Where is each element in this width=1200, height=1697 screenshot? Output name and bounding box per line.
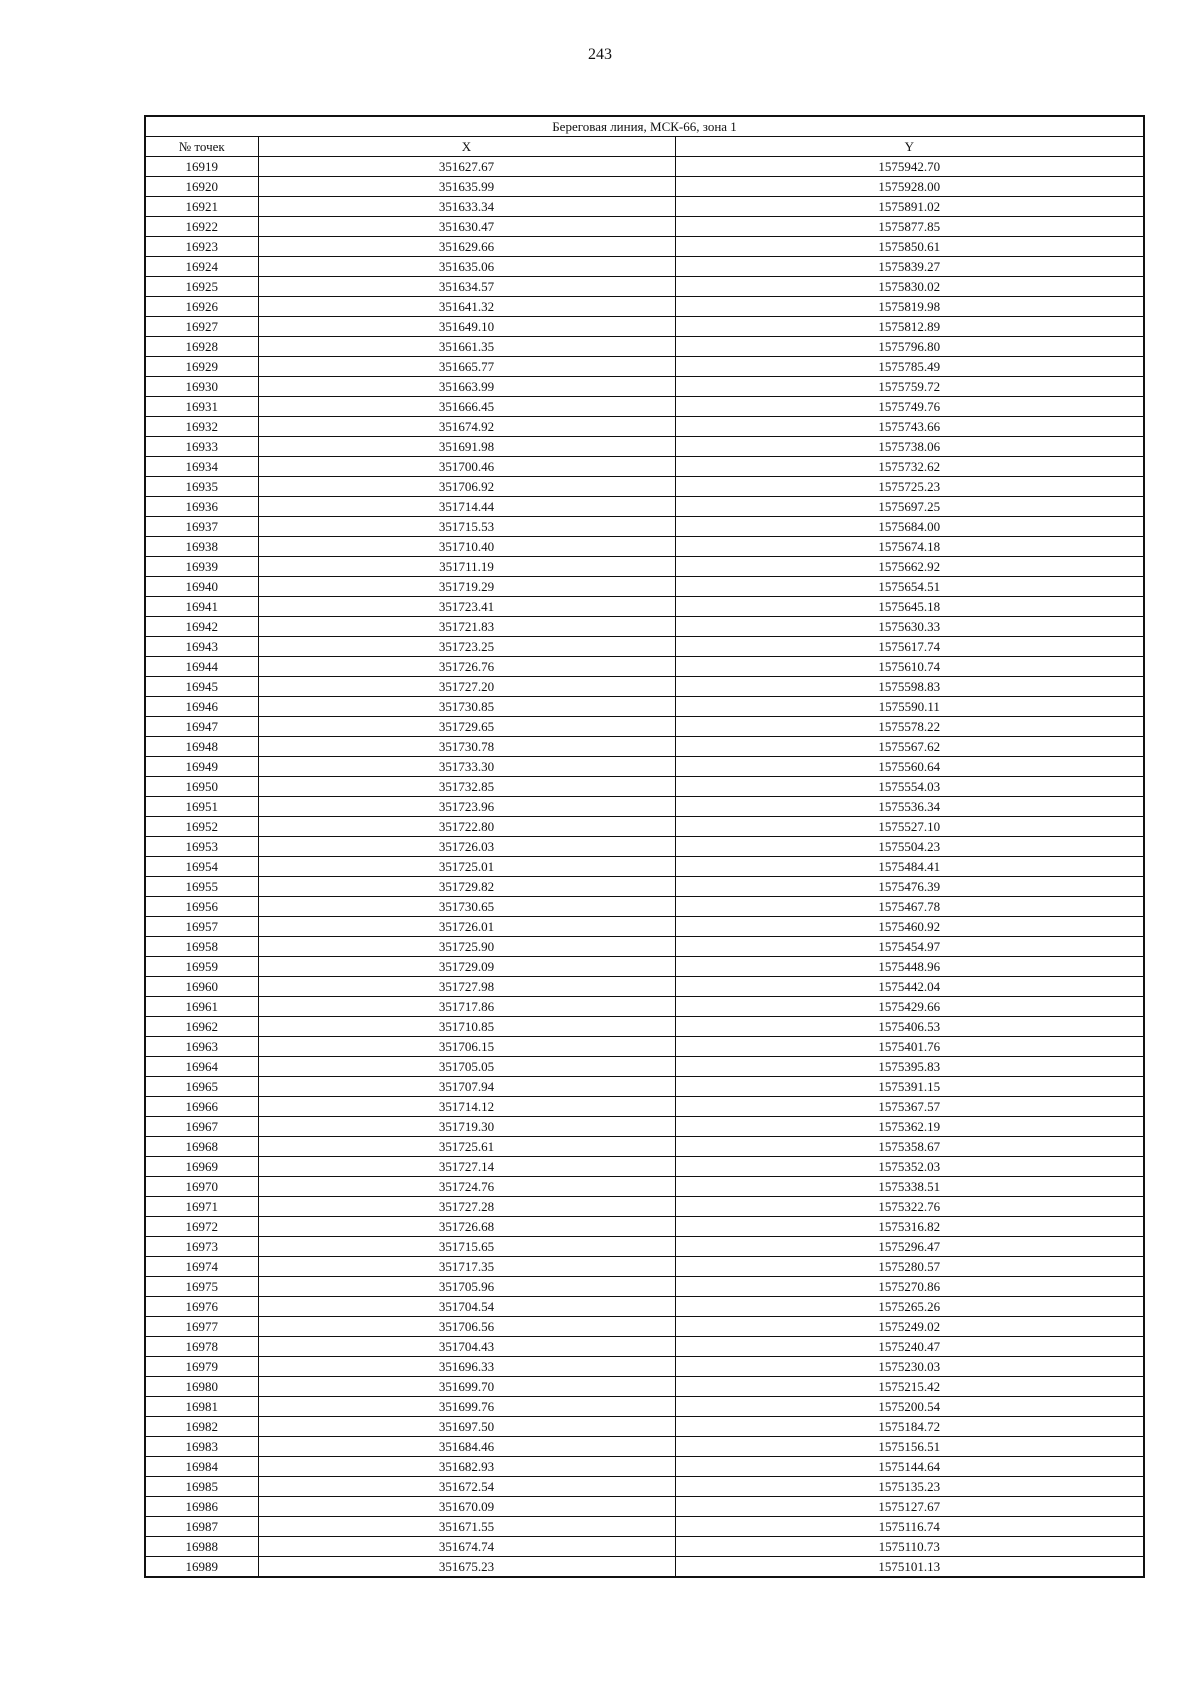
table-title: Береговая линия, МСК-66, зона 1 <box>145 116 1144 137</box>
x-coordinate-cell: 351704.43 <box>258 1337 675 1357</box>
point-number-cell: 16920 <box>145 177 258 197</box>
table-row <box>145 1197 1144 1217</box>
point-number-cell: 16988 <box>145 1537 258 1557</box>
y-coordinate-cell: 1575743.66 <box>675 417 1144 437</box>
table-row <box>145 997 1144 1017</box>
y-coordinate-cell: 1575249.02 <box>675 1317 1144 1337</box>
point-number-cell: 16970 <box>145 1177 258 1197</box>
table-row <box>145 1537 1144 1557</box>
y-coordinate-cell: 1575504.23 <box>675 837 1144 857</box>
table-row <box>145 1457 1144 1477</box>
table-header-row <box>145 137 1144 157</box>
table-row <box>145 1077 1144 1097</box>
point-number-cell: 16981 <box>145 1397 258 1417</box>
y-coordinate-cell: 1575839.27 <box>675 257 1144 277</box>
y-coordinate-cell: 1575891.02 <box>675 197 1144 217</box>
table-row <box>145 1437 1144 1457</box>
point-number-cell: 16960 <box>145 977 258 997</box>
table-row <box>145 1357 1144 1377</box>
x-coordinate-cell: 351630.47 <box>258 217 675 237</box>
point-number-cell: 16956 <box>145 897 258 917</box>
y-coordinate-cell: 1575554.03 <box>675 777 1144 797</box>
table-row <box>145 1397 1144 1417</box>
y-coordinate-cell: 1575406.53 <box>675 1017 1144 1037</box>
table-row <box>145 257 1144 277</box>
x-coordinate-cell: 351719.29 <box>258 577 675 597</box>
y-coordinate-cell: 1575460.92 <box>675 917 1144 937</box>
point-number-cell: 16958 <box>145 937 258 957</box>
x-coordinate-cell: 351726.68 <box>258 1217 675 1237</box>
point-number-cell: 16964 <box>145 1057 258 1077</box>
y-coordinate-cell: 1575358.67 <box>675 1137 1144 1157</box>
x-coordinate-cell: 351705.96 <box>258 1277 675 1297</box>
y-coordinate-cell: 1575819.98 <box>675 297 1144 317</box>
point-number-cell: 16932 <box>145 417 258 437</box>
point-number-cell: 16938 <box>145 537 258 557</box>
y-coordinate-cell: 1575454.97 <box>675 937 1144 957</box>
x-coordinate-cell: 351727.14 <box>258 1157 675 1177</box>
y-coordinate-cell: 1575116.74 <box>675 1517 1144 1537</box>
x-coordinate-cell: 351674.92 <box>258 417 675 437</box>
point-number-cell: 16979 <box>145 1357 258 1377</box>
point-number-cell: 16986 <box>145 1497 258 1517</box>
x-coordinate-cell: 351726.01 <box>258 917 675 937</box>
table-row <box>145 1417 1144 1437</box>
x-coordinate-cell: 351699.70 <box>258 1377 675 1397</box>
point-number-cell: 16944 <box>145 657 258 677</box>
y-coordinate-cell: 1575391.15 <box>675 1077 1144 1097</box>
y-coordinate-cell: 1575598.83 <box>675 677 1144 697</box>
y-coordinate-cell: 1575812.89 <box>675 317 1144 337</box>
x-coordinate-cell: 351715.53 <box>258 517 675 537</box>
y-coordinate-cell: 1575645.18 <box>675 597 1144 617</box>
point-number-cell: 16939 <box>145 557 258 577</box>
table-row <box>145 1377 1144 1397</box>
table-row <box>145 197 1144 217</box>
table-row <box>145 637 1144 657</box>
x-coordinate-cell: 351725.61 <box>258 1137 675 1157</box>
table-row <box>145 517 1144 537</box>
x-coordinate-cell: 351729.82 <box>258 877 675 897</box>
x-coordinate-cell: 351663.99 <box>258 377 675 397</box>
table-row <box>145 897 1144 917</box>
x-coordinate-cell: 351723.25 <box>258 637 675 657</box>
point-number-cell: 16922 <box>145 217 258 237</box>
x-coordinate-cell: 351665.77 <box>258 357 675 377</box>
y-coordinate-cell: 1575796.80 <box>675 337 1144 357</box>
point-number-cell: 16975 <box>145 1277 258 1297</box>
table-row <box>145 677 1144 697</box>
x-coordinate-cell: 351674.74 <box>258 1537 675 1557</box>
x-coordinate-cell: 351719.30 <box>258 1117 675 1137</box>
x-coordinate-cell: 351717.35 <box>258 1257 675 1277</box>
x-coordinate-cell: 351715.65 <box>258 1237 675 1257</box>
table-row <box>145 777 1144 797</box>
x-coordinate-cell: 351733.30 <box>258 757 675 777</box>
x-coordinate-cell: 351723.41 <box>258 597 675 617</box>
point-number-cell: 16934 <box>145 457 258 477</box>
column-header-x: X <box>258 137 675 157</box>
y-coordinate-cell: 1575725.23 <box>675 477 1144 497</box>
x-coordinate-cell: 351706.56 <box>258 1317 675 1337</box>
y-coordinate-cell: 1575200.54 <box>675 1397 1144 1417</box>
x-coordinate-cell: 351724.76 <box>258 1177 675 1197</box>
y-coordinate-cell: 1575578.22 <box>675 717 1144 737</box>
point-number-cell: 16953 <box>145 837 258 857</box>
x-coordinate-cell: 351634.57 <box>258 277 675 297</box>
table-row <box>145 797 1144 817</box>
y-coordinate-cell: 1575476.39 <box>675 877 1144 897</box>
x-coordinate-cell: 351732.85 <box>258 777 675 797</box>
point-number-cell: 16973 <box>145 1237 258 1257</box>
point-number-cell: 16940 <box>145 577 258 597</box>
x-coordinate-cell: 351633.34 <box>258 197 675 217</box>
point-number-cell: 16923 <box>145 237 258 257</box>
point-number-cell: 16968 <box>145 1137 258 1157</box>
column-header-point-number: № точек <box>145 137 258 157</box>
y-coordinate-cell: 1575401.76 <box>675 1037 1144 1057</box>
point-number-cell: 16945 <box>145 677 258 697</box>
table-row <box>145 957 1144 977</box>
x-coordinate-cell: 351730.78 <box>258 737 675 757</box>
y-coordinate-cell: 1575215.42 <box>675 1377 1144 1397</box>
table-row <box>145 597 1144 617</box>
table-row <box>145 697 1144 717</box>
point-number-cell: 16948 <box>145 737 258 757</box>
table-row <box>145 1317 1144 1337</box>
y-coordinate-cell: 1575749.76 <box>675 397 1144 417</box>
x-coordinate-cell: 351629.66 <box>258 237 675 257</box>
point-number-cell: 16942 <box>145 617 258 637</box>
y-coordinate-cell: 1575617.74 <box>675 637 1144 657</box>
y-coordinate-cell: 1575785.49 <box>675 357 1144 377</box>
point-number-cell: 16921 <box>145 197 258 217</box>
table-row <box>145 1217 1144 1237</box>
table-row <box>145 737 1144 757</box>
point-number-cell: 16949 <box>145 757 258 777</box>
x-coordinate-cell: 351723.96 <box>258 797 675 817</box>
point-number-cell: 16937 <box>145 517 258 537</box>
x-coordinate-cell: 351727.20 <box>258 677 675 697</box>
y-coordinate-cell: 1575270.86 <box>675 1277 1144 1297</box>
point-number-cell: 16982 <box>145 1417 258 1437</box>
y-coordinate-cell: 1575674.18 <box>675 537 1144 557</box>
x-coordinate-cell: 351671.55 <box>258 1517 675 1537</box>
y-coordinate-cell: 1575448.96 <box>675 957 1144 977</box>
x-coordinate-cell: 351711.19 <box>258 557 675 577</box>
point-number-cell: 16928 <box>145 337 258 357</box>
point-number-cell: 16933 <box>145 437 258 457</box>
point-number-cell: 16919 <box>145 157 258 177</box>
x-coordinate-cell: 351727.28 <box>258 1197 675 1217</box>
y-coordinate-cell: 1575467.78 <box>675 897 1144 917</box>
table-row <box>145 757 1144 777</box>
point-number-cell: 16931 <box>145 397 258 417</box>
y-coordinate-cell: 1575296.47 <box>675 1237 1144 1257</box>
y-coordinate-cell: 1575654.51 <box>675 577 1144 597</box>
table-row <box>145 317 1144 337</box>
x-coordinate-cell: 351725.90 <box>258 937 675 957</box>
x-coordinate-cell: 351717.86 <box>258 997 675 1017</box>
y-coordinate-cell: 1575527.10 <box>675 817 1144 837</box>
table-row <box>145 1557 1144 1578</box>
table-row <box>145 1037 1144 1057</box>
table-row <box>145 837 1144 857</box>
point-number-cell: 16952 <box>145 817 258 837</box>
table-row <box>145 437 1144 457</box>
y-coordinate-cell: 1575184.72 <box>675 1417 1144 1437</box>
table-row <box>145 557 1144 577</box>
table-row <box>145 537 1144 557</box>
x-coordinate-cell: 351666.45 <box>258 397 675 417</box>
y-coordinate-cell: 1575322.76 <box>675 1197 1144 1217</box>
x-coordinate-cell: 351670.09 <box>258 1497 675 1517</box>
point-number-cell: 16943 <box>145 637 258 657</box>
y-coordinate-cell: 1575610.74 <box>675 657 1144 677</box>
table-row <box>145 1237 1144 1257</box>
x-coordinate-cell: 351635.99 <box>258 177 675 197</box>
point-number-cell: 16959 <box>145 957 258 977</box>
table-row <box>145 457 1144 477</box>
x-coordinate-cell: 351725.01 <box>258 857 675 877</box>
point-number-cell: 16954 <box>145 857 258 877</box>
point-number-cell: 16985 <box>145 1477 258 1497</box>
x-coordinate-cell: 351699.76 <box>258 1397 675 1417</box>
x-coordinate-cell: 351726.03 <box>258 837 675 857</box>
x-coordinate-cell: 351726.76 <box>258 657 675 677</box>
table-row <box>145 337 1144 357</box>
y-coordinate-cell: 1575684.00 <box>675 517 1144 537</box>
table-row <box>145 477 1144 497</box>
point-number-cell: 16972 <box>145 1217 258 1237</box>
x-coordinate-cell: 351706.15 <box>258 1037 675 1057</box>
table-row <box>145 277 1144 297</box>
y-coordinate-cell: 1575240.47 <box>675 1337 1144 1357</box>
x-coordinate-cell: 351705.05 <box>258 1057 675 1077</box>
x-coordinate-cell: 351697.50 <box>258 1417 675 1437</box>
point-number-cell: 16930 <box>145 377 258 397</box>
table-body <box>145 157 1144 1578</box>
table-row <box>145 1017 1144 1037</box>
table-row <box>145 417 1144 437</box>
table-row <box>145 157 1144 177</box>
y-coordinate-cell: 1575316.82 <box>675 1217 1144 1237</box>
point-number-cell: 16961 <box>145 997 258 1017</box>
x-coordinate-cell: 351691.98 <box>258 437 675 457</box>
table-row <box>145 177 1144 197</box>
y-coordinate-cell: 1575280.57 <box>675 1257 1144 1277</box>
y-coordinate-cell: 1575101.13 <box>675 1557 1144 1578</box>
point-number-cell: 16924 <box>145 257 258 277</box>
table-row <box>145 1517 1144 1537</box>
x-coordinate-cell: 351672.54 <box>258 1477 675 1497</box>
point-number-cell: 16935 <box>145 477 258 497</box>
point-number-cell: 16965 <box>145 1077 258 1097</box>
x-coordinate-cell: 351641.32 <box>258 297 675 317</box>
point-number-cell: 16987 <box>145 1517 258 1537</box>
table-row <box>145 397 1144 417</box>
table-row <box>145 857 1144 877</box>
table-row <box>145 1337 1144 1357</box>
y-coordinate-cell: 1575484.41 <box>675 857 1144 877</box>
table-row <box>145 1117 1144 1137</box>
y-coordinate-cell: 1575830.02 <box>675 277 1144 297</box>
y-coordinate-cell: 1575230.03 <box>675 1357 1144 1377</box>
point-number-cell: 16936 <box>145 497 258 517</box>
x-coordinate-cell: 351649.10 <box>258 317 675 337</box>
x-coordinate-cell: 351714.12 <box>258 1097 675 1117</box>
point-number-cell: 16962 <box>145 1017 258 1037</box>
table-row <box>145 577 1144 597</box>
table-row <box>145 217 1144 237</box>
x-coordinate-cell: 351710.40 <box>258 537 675 557</box>
table-row <box>145 377 1144 397</box>
y-coordinate-cell: 1575442.04 <box>675 977 1144 997</box>
y-coordinate-cell: 1575942.70 <box>675 157 1144 177</box>
point-number-cell: 16926 <box>145 297 258 317</box>
table-row <box>145 937 1144 957</box>
y-coordinate-cell: 1575590.11 <box>675 697 1144 717</box>
x-coordinate-cell: 351700.46 <box>258 457 675 477</box>
page-number: 243 <box>588 46 612 63</box>
y-coordinate-cell: 1575135.23 <box>675 1477 1144 1497</box>
y-coordinate-cell: 1575738.06 <box>675 437 1144 457</box>
table-title-row <box>145 116 1144 137</box>
y-coordinate-cell: 1575732.62 <box>675 457 1144 477</box>
x-coordinate-cell: 351675.23 <box>258 1557 675 1578</box>
y-coordinate-cell: 1575144.64 <box>675 1457 1144 1477</box>
table-row <box>145 657 1144 677</box>
y-coordinate-cell: 1575429.66 <box>675 997 1144 1017</box>
y-coordinate-cell: 1575395.83 <box>675 1057 1144 1077</box>
y-coordinate-cell: 1575697.25 <box>675 497 1144 517</box>
point-number-cell: 16989 <box>145 1557 258 1578</box>
table-row <box>145 1297 1144 1317</box>
point-number-cell: 16967 <box>145 1117 258 1137</box>
x-coordinate-cell: 351721.83 <box>258 617 675 637</box>
x-coordinate-cell: 351684.46 <box>258 1437 675 1457</box>
point-number-cell: 16974 <box>145 1257 258 1277</box>
point-number-cell: 16963 <box>145 1037 258 1057</box>
table-row <box>145 917 1144 937</box>
point-number-cell: 16976 <box>145 1297 258 1317</box>
table-row <box>145 1137 1144 1157</box>
point-number-cell: 16980 <box>145 1377 258 1397</box>
point-number-cell: 16947 <box>145 717 258 737</box>
table-row <box>145 1497 1144 1517</box>
table-row <box>145 717 1144 737</box>
y-coordinate-cell: 1575928.00 <box>675 177 1144 197</box>
x-coordinate-cell: 351682.93 <box>258 1457 675 1477</box>
y-coordinate-cell: 1575338.51 <box>675 1177 1144 1197</box>
table-row <box>145 297 1144 317</box>
point-number-cell: 16966 <box>145 1097 258 1117</box>
table-row <box>145 877 1144 897</box>
x-coordinate-cell: 351696.33 <box>258 1357 675 1377</box>
table-row <box>145 1477 1144 1497</box>
table-row <box>145 237 1144 257</box>
y-coordinate-cell: 1575759.72 <box>675 377 1144 397</box>
point-number-cell: 16941 <box>145 597 258 617</box>
point-number-cell: 16955 <box>145 877 258 897</box>
table-row <box>145 1157 1144 1177</box>
column-header-y: Y <box>675 137 1144 157</box>
x-coordinate-cell: 351727.98 <box>258 977 675 997</box>
y-coordinate-cell: 1575560.64 <box>675 757 1144 777</box>
point-number-cell: 16929 <box>145 357 258 377</box>
y-coordinate-cell: 1575352.03 <box>675 1157 1144 1177</box>
x-coordinate-cell: 351730.65 <box>258 897 675 917</box>
x-coordinate-cell: 351729.65 <box>258 717 675 737</box>
x-coordinate-cell: 351627.67 <box>258 157 675 177</box>
x-coordinate-cell: 351707.94 <box>258 1077 675 1097</box>
table-row <box>145 1097 1144 1117</box>
y-coordinate-cell: 1575367.57 <box>675 1097 1144 1117</box>
x-coordinate-cell: 351714.44 <box>258 497 675 517</box>
x-coordinate-cell: 351729.09 <box>258 957 675 977</box>
x-coordinate-cell: 351710.85 <box>258 1017 675 1037</box>
table-row <box>145 977 1144 997</box>
y-coordinate-cell: 1575127.67 <box>675 1497 1144 1517</box>
point-number-cell: 16925 <box>145 277 258 297</box>
point-number-cell: 16950 <box>145 777 258 797</box>
table-row <box>145 1057 1144 1077</box>
x-coordinate-cell: 351704.54 <box>258 1297 675 1317</box>
x-coordinate-cell: 351661.35 <box>258 337 675 357</box>
point-number-cell: 16969 <box>145 1157 258 1177</box>
point-number-cell: 16983 <box>145 1437 258 1457</box>
point-number-cell: 16978 <box>145 1337 258 1357</box>
y-coordinate-cell: 1575630.33 <box>675 617 1144 637</box>
y-coordinate-cell: 1575156.51 <box>675 1437 1144 1457</box>
x-coordinate-cell: 351722.80 <box>258 817 675 837</box>
y-coordinate-cell: 1575567.62 <box>675 737 1144 757</box>
table-row <box>145 1177 1144 1197</box>
point-number-cell: 16984 <box>145 1457 258 1477</box>
x-coordinate-cell: 351635.06 <box>258 257 675 277</box>
point-number-cell: 16977 <box>145 1317 258 1337</box>
y-coordinate-cell: 1575265.26 <box>675 1297 1144 1317</box>
x-coordinate-cell: 351706.92 <box>258 477 675 497</box>
table-row <box>145 817 1144 837</box>
y-coordinate-cell: 1575536.34 <box>675 797 1144 817</box>
y-coordinate-cell: 1575110.73 <box>675 1537 1144 1557</box>
point-number-cell: 16951 <box>145 797 258 817</box>
y-coordinate-cell: 1575850.61 <box>675 237 1144 257</box>
point-number-cell: 16971 <box>145 1197 258 1217</box>
point-number-cell: 16957 <box>145 917 258 937</box>
table-row <box>145 617 1144 637</box>
coordinates-table <box>144 115 1145 1578</box>
point-number-cell: 16946 <box>145 697 258 717</box>
table-row <box>145 1277 1144 1297</box>
table-row <box>145 357 1144 377</box>
y-coordinate-cell: 1575877.85 <box>675 217 1144 237</box>
table-row <box>145 1257 1144 1277</box>
y-coordinate-cell: 1575362.19 <box>675 1117 1144 1137</box>
point-number-cell: 16927 <box>145 317 258 337</box>
x-coordinate-cell: 351730.85 <box>258 697 675 717</box>
table-row <box>145 497 1144 517</box>
y-coordinate-cell: 1575662.92 <box>675 557 1144 577</box>
